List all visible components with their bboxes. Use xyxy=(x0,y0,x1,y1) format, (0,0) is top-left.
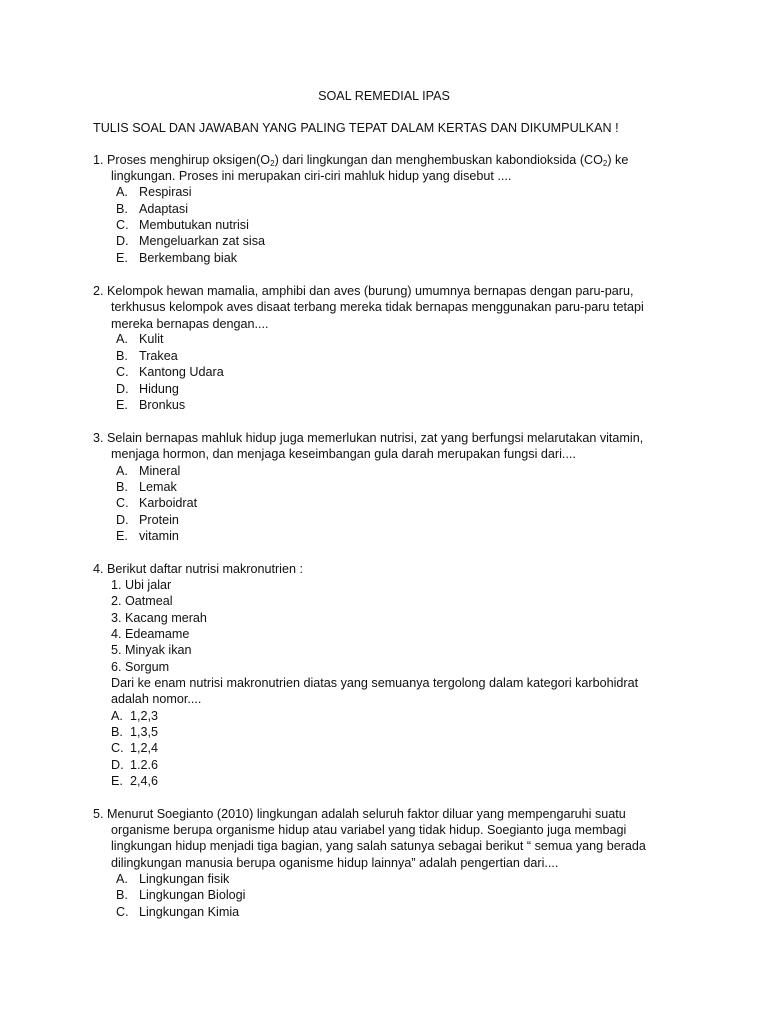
question-5-line-3: lingkungan hidup menjadi tiga bagian, yang salah satunya sebagai berikut “ semua yang berada xyxy=(111,839,646,853)
question-5-option-letter: C. xyxy=(116,905,129,919)
question-4-list-item: 1. Ubi jalar xyxy=(111,578,172,592)
question-1-option-b: Adaptasi xyxy=(139,202,189,216)
question-4-option-letter: D. xyxy=(111,758,124,772)
question-2-option-c: Kantong Udara xyxy=(139,365,224,379)
question-5-option-a: Lingkungan fisik xyxy=(139,872,230,886)
question-1-option-letter: C. xyxy=(116,218,129,232)
question-4-list-item: 6. Sorgum xyxy=(111,660,170,674)
question-1-text-a: 1. Proses menghirup oksigen(O xyxy=(93,153,271,167)
question-4-option-letter: C. xyxy=(111,741,124,755)
question-2-option-letter: D. xyxy=(116,382,129,396)
instruction-text: TULIS SOAL DAN JAWABAN YANG PALING TEPAT DALAM KERTAS DAN DIKUMPULKAN ! xyxy=(93,121,619,135)
question-1-option-letter: A. xyxy=(116,185,128,199)
question-4-option-a: 1,2,3 xyxy=(130,709,159,723)
question-5-option-b: Lingkungan Biologi xyxy=(139,888,246,902)
question-2-line-1: 2. Kelompok hewan mamalia, amphibi dan aves (burung) umumnya bernapas dengan paru-paru, xyxy=(93,284,634,298)
question-1-option-c: Membutukan nutrisi xyxy=(139,218,249,232)
question-4-option-letter: E. xyxy=(111,774,123,788)
question-3-option-letter: B. xyxy=(116,480,128,494)
question-2-option-letter: B. xyxy=(116,349,128,363)
question-4-list-item: 3. Kacang merah xyxy=(111,611,207,625)
question-4-option-d: 1.2.6 xyxy=(130,758,159,772)
question-1-subscript-co2: 2 xyxy=(602,159,608,168)
question-4-list-item: 4. Edeamame xyxy=(111,627,190,641)
question-3-line-2: menjaga hormon, dan menjaga keseimbangan gula darah merupakan fungsi dari.... xyxy=(111,447,576,461)
question-2-option-e: Bronkus xyxy=(139,398,186,412)
question-4-question-line-1: Dari ke enam nutrisi makronutrien diatas yang semuanya tergolong dalam kategori karbohidrat xyxy=(111,676,639,690)
question-2-option-letter: C. xyxy=(116,365,129,379)
question-3-option-letter: C. xyxy=(116,496,129,510)
question-3-option-letter: E. xyxy=(116,529,128,543)
question-1-line-2: lingkungan. Proses ini merupakan ciri-ciri mahluk hidup yang disebut .... xyxy=(111,169,512,183)
question-1-line-1 xyxy=(93,152,628,168)
question-4-list-item: 5. Minyak ikan xyxy=(111,643,192,657)
question-3-option-c: Karboidrat xyxy=(139,496,198,510)
question-1-option-a: Respirasi xyxy=(139,185,192,199)
question-5-option-c: Lingkungan Kimia xyxy=(139,905,240,919)
question-1-text-b: ) dari lingkungan dan menghembuskan kabondioksida (CO xyxy=(274,153,603,167)
question-2-line-2: terkhusus kelompok aves disaat terbang mereka tidak bernapas menggunakan paru-paru tetapi xyxy=(111,300,644,314)
question-3-option-e: vitamin xyxy=(139,529,179,543)
page-title: SOAL REMEDIAL IPAS xyxy=(318,89,450,103)
question-4-option-e: 2,4,6 xyxy=(130,774,159,788)
question-3-option-letter: D. xyxy=(116,513,129,527)
question-5-option-letter: A. xyxy=(116,872,128,886)
question-5-line-1: 5. Menurut Soegianto (2010) lingkungan adalah seluruh faktor diluar yang mempengaruhi suatu xyxy=(93,807,626,821)
question-1-option-d: Mengeluarkan zat sisa xyxy=(139,234,266,248)
question-2-option-letter: E. xyxy=(116,398,128,412)
question-3-option-letter: A. xyxy=(116,464,128,478)
question-3-option-b: Lemak xyxy=(139,480,177,494)
question-4-option-letter: A. xyxy=(111,709,123,723)
question-2-option-b: Trakea xyxy=(139,349,178,363)
question-1-text-c: ) ke xyxy=(607,153,629,167)
question-1-option-letter: D. xyxy=(116,234,129,248)
question-1-option-letter: B. xyxy=(116,202,128,216)
question-3-line-1: 3. Selain bernapas mahluk hidup juga memerlukan nutrisi, zat yang berfungsi melarutakan vitamin, xyxy=(93,431,644,445)
question-1-option-letter: E. xyxy=(116,251,128,265)
question-2-line-3: mereka bernapas dengan.... xyxy=(111,317,269,331)
question-3-option-a: Mineral xyxy=(139,464,181,478)
question-3-option-d: Protein xyxy=(139,513,179,527)
question-5-option-letter: B. xyxy=(116,888,128,902)
question-5-line-4: dilingkungan manusia berupa oganisme hidup lainnya” adalah pengertian dari.... xyxy=(111,856,559,870)
question-2-option-d: Hidung xyxy=(139,382,179,396)
question-4-question-line-2: adalah nomor.... xyxy=(111,692,202,706)
question-4-option-letter: B. xyxy=(111,725,123,739)
question-1-option-e: Berkembang biak xyxy=(139,251,238,265)
question-1-subscript-o2: 2 xyxy=(270,159,275,168)
question-2-option-a: Kulit xyxy=(139,332,164,346)
question-4-intro: 4. Berikut daftar nutrisi makronutrien : xyxy=(93,562,303,576)
question-2-option-letter: A. xyxy=(116,332,128,346)
question-4-option-b: 1,3,5 xyxy=(130,725,159,739)
question-5-line-2: organisme berupa organisme hidup atau variabel yang tidak hidup. Soegianto juga membagi xyxy=(111,823,627,837)
question-4-list-item: 2. Oatmeal xyxy=(111,594,173,608)
question-4-option-c: 1,2,4 xyxy=(130,741,159,755)
